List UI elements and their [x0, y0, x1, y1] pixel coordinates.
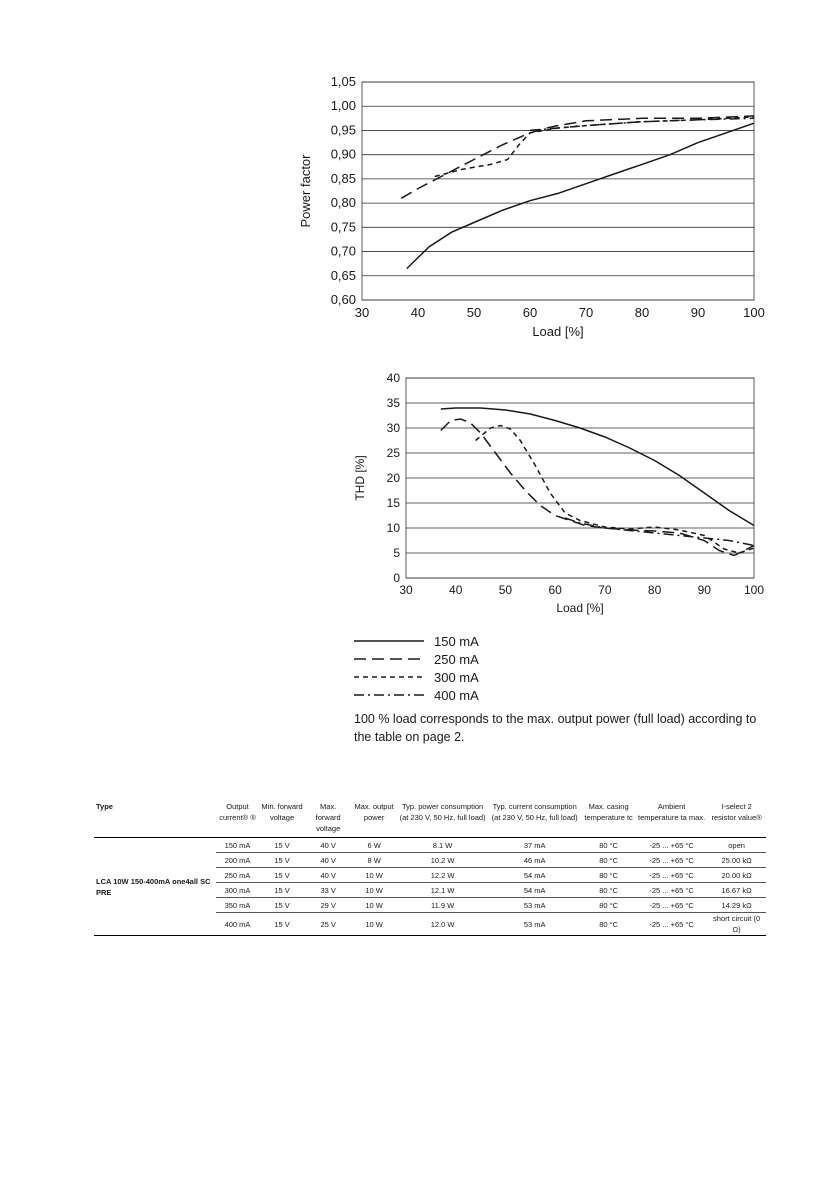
thd-plot	[350, 368, 780, 626]
legend-entry	[354, 632, 774, 650]
table-cell: 40 V	[305, 868, 351, 883]
y-tick-label: 40	[386, 371, 400, 385]
series-line-150-ma	[441, 408, 754, 526]
table-cell: 29 V	[305, 898, 351, 913]
table-cell: 25 V	[305, 913, 351, 936]
table-cell: 10 W	[351, 898, 397, 913]
y-tick-label: 35	[386, 396, 400, 410]
x-tick-label: 100	[743, 305, 765, 320]
table-cell: 80 °C	[581, 853, 636, 868]
y-tick-label: 0	[393, 571, 400, 585]
x-tick-label: 80	[634, 305, 650, 320]
table-cell: -25 ... +65 °C	[636, 913, 707, 936]
table-cell: 8.1 W	[397, 838, 488, 853]
series-line-150-ma	[407, 123, 754, 268]
table-cell: 15 V	[259, 838, 305, 853]
x-tick-label: 80	[647, 583, 662, 597]
col-typ-current: Typ. current consumption (at 230 V, 50 Hz, full load)	[488, 800, 581, 838]
table-cell: -25 ... +65 °C	[636, 883, 707, 898]
table-cell: 12.1 W	[397, 883, 488, 898]
x-tick-label: 70	[578, 305, 594, 320]
x-tick-label: 30	[399, 583, 413, 597]
x-tick-label: 60	[548, 583, 562, 597]
legend-entry	[354, 686, 774, 704]
y-tick-label: 0,95	[330, 122, 356, 138]
table-cell: 12.2 W	[397, 868, 488, 883]
table-cell: 10.2 W	[397, 853, 488, 868]
table-header-row	[94, 800, 766, 838]
legend-line-long-dash	[354, 654, 424, 664]
table-cell: open	[707, 838, 766, 853]
y-tick-label: 0,85	[330, 170, 356, 186]
col-iselect: I-select 2 resistor value®	[707, 800, 766, 838]
x-tick-label: 50	[498, 583, 513, 597]
table-cell: 6 W	[351, 838, 397, 853]
table-cell: 53 mA	[488, 913, 581, 936]
table-cell: 10 W	[351, 913, 397, 936]
table-cell: -25 ... +65 °C	[636, 868, 707, 883]
table-cell: -25 ... +65 °C	[636, 838, 707, 853]
table-cell: 80 °C	[581, 868, 636, 883]
chart-legend	[354, 632, 774, 704]
x-tick-label: 70	[598, 583, 612, 597]
table-cell: 10 W	[351, 883, 397, 898]
table-cell: 37 mA	[488, 838, 581, 853]
legend-label: 300 mA	[434, 669, 479, 685]
y-tick-label: 1,05	[330, 74, 356, 89]
y-tick-label: 5	[393, 546, 400, 560]
plot-frame	[362, 82, 754, 300]
x-tick-label: 100	[743, 583, 765, 597]
table-cell: short circuit (0 Ω)	[707, 913, 766, 936]
y-tick-label: 10	[386, 521, 400, 535]
table-cell: 20.00 kΩ	[707, 868, 766, 883]
table-cell: 80 °C	[581, 898, 636, 913]
series-line-400-ma	[565, 518, 754, 546]
specification-table	[94, 800, 766, 936]
power-factor-plot	[292, 70, 782, 360]
series-line-250-ma	[441, 419, 754, 556]
legend-label: 150 mA	[434, 633, 479, 649]
table-cell: 14.29 kΩ	[707, 898, 766, 913]
series-line-300-ma	[435, 117, 754, 177]
col-max-output-power: Max. output power	[351, 800, 397, 838]
x-tick-label: 50	[466, 305, 482, 320]
x-tick-label: 40	[449, 583, 463, 597]
y-tick-label: 0,75	[330, 219, 356, 235]
table-cell: 25.00 kΩ	[707, 853, 766, 868]
table-cell: 11.9 W	[397, 898, 488, 913]
col-min-forward-voltage: Min. forward voltage	[259, 800, 305, 838]
table-cell: 40 V	[305, 838, 351, 853]
y-axis-label: THD [%]	[353, 455, 367, 501]
x-tick-label: 40	[410, 305, 426, 320]
x-axis-label: Load [%]	[532, 324, 584, 339]
y-tick-label: 30	[386, 421, 400, 435]
col-typ-power: Typ. power consumption (at 230 V, 50 Hz, full load)	[397, 800, 488, 838]
col-max-casing: Max. casing temperature tc	[581, 800, 636, 838]
legend-line-dash-dot	[354, 690, 424, 700]
col-max-forward-voltage: Max. forward voltage	[305, 800, 351, 838]
type-cell: LCA 10W 150-400mA one4all SC PRE	[94, 838, 216, 936]
y-tick-label: 0,70	[330, 243, 356, 259]
table-cell: 400 mA	[216, 913, 259, 936]
y-tick-label: 0,90	[330, 146, 356, 162]
table-cell: 53 mA	[488, 898, 581, 913]
table-cell: 16.67 kΩ	[707, 883, 766, 898]
x-axis-label: Load [%]	[556, 601, 604, 615]
table-cell: 40 V	[305, 853, 351, 868]
x-tick-label: 30	[354, 305, 370, 320]
y-tick-label: 0,65	[330, 267, 356, 283]
table-cell: 150 mA	[216, 838, 259, 853]
y-tick-label: 25	[386, 446, 400, 460]
table-cell: 33 V	[305, 883, 351, 898]
table-cell: 12.0 W	[397, 913, 488, 936]
y-tick-label: 0,60	[330, 292, 356, 307]
table-cell: 10 W	[351, 868, 397, 883]
series-line-400-ma	[530, 118, 754, 130]
col-output-current: Output current® ®	[216, 800, 259, 838]
table-cell: 80 °C	[581, 883, 636, 898]
table-cell: 54 mA	[488, 868, 581, 883]
legend-label: 250 mA	[434, 651, 479, 667]
table-row	[94, 838, 766, 853]
table-cell: 300 mA	[216, 883, 259, 898]
table-cell: 80 °C	[581, 913, 636, 936]
series-line-300-ma	[476, 426, 754, 554]
table-cell: 350 mA	[216, 898, 259, 913]
legend-label: 400 mA	[434, 687, 479, 703]
table-cell: 80 °C	[581, 838, 636, 853]
y-tick-label: 1,00	[330, 98, 356, 114]
table-cell: -25 ... +65 °C	[636, 853, 707, 868]
table-cell: -25 ... +65 °C	[636, 898, 707, 913]
thd-chart	[350, 368, 780, 626]
y-tick-label: 15	[386, 496, 400, 510]
y-axis-label: Power factor	[298, 154, 313, 228]
table-cell: 46 mA	[488, 853, 581, 868]
power-factor-chart	[292, 70, 782, 360]
x-tick-label: 60	[522, 305, 538, 320]
legend-entry	[354, 668, 774, 686]
legend-entry	[354, 650, 774, 668]
table-cell: 8 W	[351, 853, 397, 868]
table-cell: 250 mA	[216, 868, 259, 883]
table-cell: 54 mA	[488, 883, 581, 898]
col-type: Type	[94, 800, 216, 838]
load-note: 100 % load corresponds to the max. output power (full load) according to the table on page 2.	[354, 712, 757, 744]
table-cell: 15 V	[259, 898, 305, 913]
table-cell: 15 V	[259, 883, 305, 898]
col-ambient: Ambient temperature ta max.	[636, 800, 707, 838]
table-cell: 200 mA	[216, 853, 259, 868]
legend-line-short-dash	[354, 672, 424, 682]
x-tick-label: 90	[697, 583, 711, 597]
x-tick-label: 90	[690, 305, 706, 320]
table-cell: 15 V	[259, 868, 305, 883]
table-cell: 15 V	[259, 853, 305, 868]
y-tick-label: 0,80	[330, 195, 356, 211]
table-cell: 15 V	[259, 913, 305, 936]
y-tick-label: 20	[386, 471, 400, 485]
legend-line-solid	[354, 636, 424, 646]
